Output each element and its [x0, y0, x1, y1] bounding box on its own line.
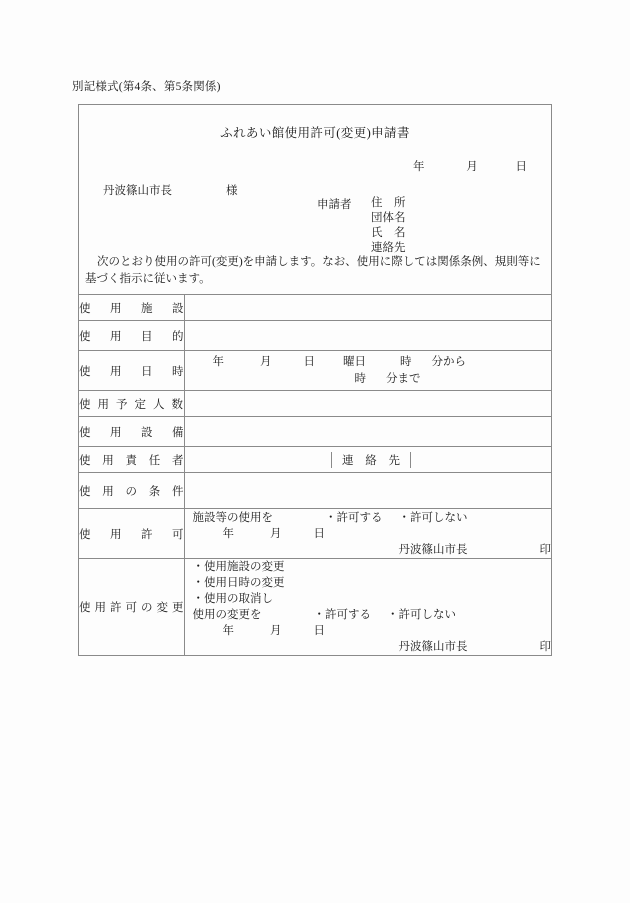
- row-label-equipment-text: 使用設備: [79, 426, 184, 439]
- permission-option-approve[interactable]: ・許可する: [325, 511, 383, 524]
- row-value-purpose[interactable]: [184, 321, 551, 351]
- row-label-responsible-text: 使用責任者: [79, 454, 184, 467]
- permission-change-decision-line: [185, 607, 552, 623]
- permission-change-bullets: [185, 559, 552, 607]
- application-form-box: [78, 104, 552, 656]
- addressee-name: 丹波篠山市長: [103, 185, 172, 197]
- row-label-purpose: [79, 321, 184, 351]
- applicant-block: [317, 196, 406, 256]
- row-label-equipment: [79, 417, 184, 447]
- usage-end-hour-label: 時: [354, 372, 366, 385]
- row-value-equipment[interactable]: [184, 417, 551, 447]
- permission-decision-line: [185, 510, 552, 526]
- statement-line-2: 基づく指示に従います。: [85, 273, 211, 285]
- usage-year-label: 年: [212, 355, 224, 368]
- usage-start-minute-label: 分から: [431, 355, 466, 368]
- row-label-conditions: [79, 473, 184, 509]
- usage-start-hour-label: 時: [400, 355, 412, 368]
- applicant-address-label: 住 所: [371, 197, 406, 209]
- change-bullet-datetime[interactable]: ・使用日時の変更: [192, 577, 285, 589]
- table-row-purpose: [79, 321, 551, 351]
- permission-date-line: [185, 526, 552, 542]
- applicant-organization-label: 団体名: [371, 212, 406, 224]
- table-row-attendees: [79, 391, 551, 417]
- applicant-name-label: 氏 名: [371, 227, 406, 239]
- permission-change-date-line: [185, 623, 552, 639]
- permission-lead-text: 施設等の使用を: [192, 511, 273, 524]
- row-label-facility-text: 使用施設: [79, 302, 184, 315]
- applicant-fields: [371, 196, 406, 256]
- permission-signature-line: [185, 542, 552, 558]
- page-title: ふれあい館使用許可(変更)申請書: [220, 126, 410, 140]
- date-month-label: 月: [466, 161, 478, 173]
- contact-value-input[interactable]: [411, 452, 552, 468]
- permission-day-label: 日: [313, 527, 325, 540]
- row-label-permission-text: 使用許可: [79, 528, 184, 541]
- permission-change-seal-label: 印: [539, 641, 551, 653]
- permission-change-mayor-label: 丹波篠山市長: [398, 641, 468, 653]
- statement-line-1: 次のとおり使用の許可(変更)を申請します。なお、使用に際しては関係条例、規則等に: [97, 256, 541, 268]
- addressee-honorific: 様: [226, 185, 238, 197]
- datetime-line-1: [185, 354, 552, 371]
- date-day-label: 日: [515, 161, 527, 173]
- permission-change-signature-line: [185, 639, 552, 655]
- permission-change-lead-text: 使用の変更を: [192, 609, 262, 621]
- application-statement: [79, 254, 551, 294]
- usage-weekday-label: 曜日: [343, 355, 366, 368]
- usage-day-label: 日: [303, 355, 315, 368]
- row-value-responsible[interactable]: [184, 447, 551, 473]
- change-bullet-cancel[interactable]: ・使用の取消し: [192, 593, 273, 605]
- row-value-permission-change[interactable]: [184, 559, 551, 656]
- row-label-datetime-text: 使用日時: [79, 365, 184, 378]
- date-year-label: 年: [413, 161, 425, 173]
- addressee-and-applicant-row: [79, 182, 551, 254]
- table-row-permission-change: [79, 559, 551, 656]
- permission-seal-label: 印: [539, 543, 551, 556]
- form-reference-note: 別記様式(第4条、第5条関係): [72, 81, 221, 93]
- row-label-permission-change-text: 使用許可の変更: [79, 602, 184, 614]
- row-value-facility[interactable]: [184, 295, 551, 321]
- permission-option-deny[interactable]: ・許可しない: [398, 511, 468, 524]
- responsible-name-input[interactable]: [185, 452, 332, 468]
- change-bullet-facility[interactable]: ・使用施設の変更: [192, 561, 285, 573]
- row-label-datetime: [79, 351, 184, 391]
- permission-change-month-label: 月: [270, 625, 282, 637]
- row-label-purpose-text: 使用目的: [79, 330, 184, 343]
- permission-change-option-approve[interactable]: ・許可する: [313, 609, 371, 621]
- row-label-conditions-text: 使用の条件: [79, 485, 184, 498]
- row-label-permission: [79, 509, 184, 559]
- table-row-conditions: [79, 473, 551, 509]
- table-row-permission: [79, 509, 551, 559]
- row-label-attendees-text: 使用予定人数: [79, 398, 184, 411]
- permission-change-option-deny[interactable]: ・許可しない: [387, 609, 456, 621]
- row-value-datetime[interactable]: [184, 351, 551, 391]
- permission-mayor-label: 丹波篠山市長: [398, 543, 468, 556]
- usage-month-label: 月: [260, 355, 272, 368]
- table-row-datetime: [79, 351, 551, 391]
- row-label-attendees: [79, 391, 184, 417]
- applicant-contact-label: 連絡先: [371, 242, 406, 254]
- datetime-line-2: [185, 371, 552, 388]
- table-row-responsible: [79, 447, 551, 473]
- addressee: [103, 182, 238, 198]
- permission-month-label: 月: [270, 527, 282, 540]
- permission-year-label: 年: [222, 527, 234, 540]
- row-label-permission-change: [79, 559, 184, 656]
- row-label-facility: [79, 295, 184, 321]
- row-value-attendees[interactable]: [184, 391, 551, 417]
- table-row-equipment: [79, 417, 551, 447]
- usage-end-minute-label: 分まで: [386, 372, 421, 385]
- row-label-responsible: [79, 447, 184, 473]
- row-value-permission[interactable]: [184, 509, 551, 559]
- permission-change-year-label: 年: [222, 625, 234, 637]
- submission-date-line: [79, 158, 551, 174]
- applicant-label: 申請者: [317, 199, 352, 211]
- contact-sub-label-text: 連絡先: [342, 454, 400, 467]
- form-preamble: [79, 105, 551, 294]
- contact-sub-label: [332, 452, 411, 468]
- row-value-conditions[interactable]: [184, 473, 551, 509]
- table-row-facility: [79, 295, 551, 321]
- permission-change-day-label: 日: [313, 625, 325, 637]
- application-detail-table: [79, 294, 551, 655]
